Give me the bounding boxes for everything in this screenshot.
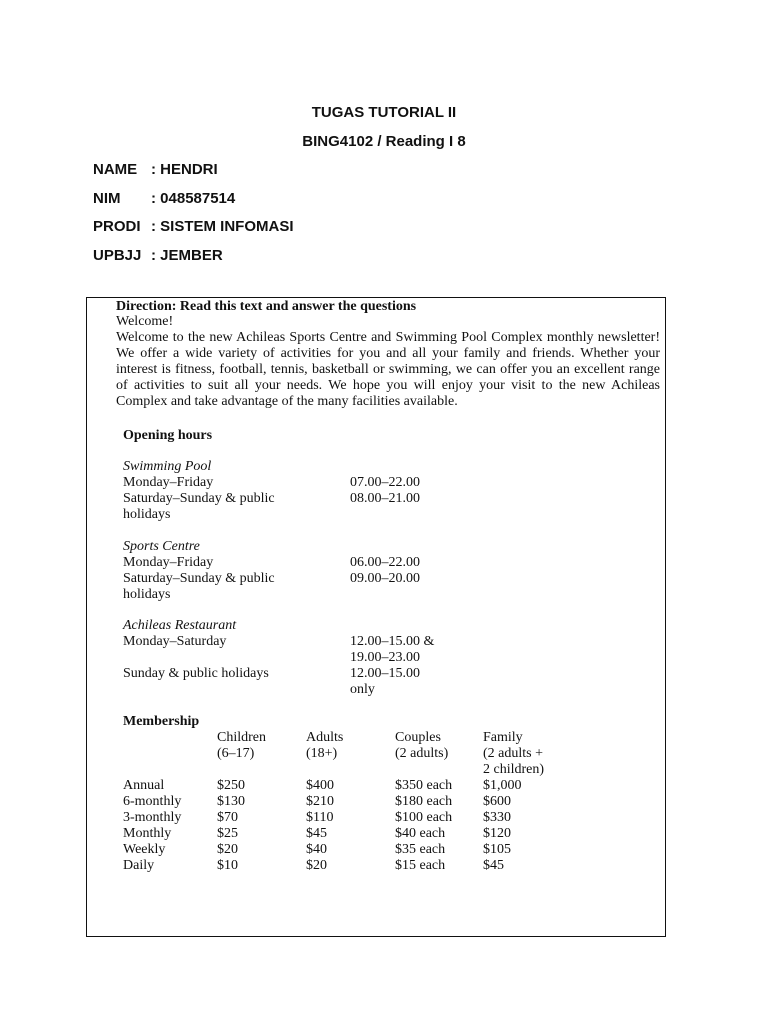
welcome-paragraph xyxy=(116,314,660,410)
row-period: 6-monthly xyxy=(123,794,182,809)
student-nim-row xyxy=(93,190,235,207)
row-cell: $350 each xyxy=(395,778,453,793)
row-cell: $15 each xyxy=(395,858,446,873)
column-header: (6–17) xyxy=(217,746,255,761)
row-cell: $40 xyxy=(306,842,327,857)
schedule-time: 06.00–22.00 xyxy=(350,555,420,570)
name-label: NAME xyxy=(93,161,138,178)
row-cell: $40 each xyxy=(395,826,446,841)
column-header: Family xyxy=(483,730,523,745)
row-period: 3-monthly xyxy=(123,810,182,825)
student-upbjj-row xyxy=(93,247,223,264)
intro-text: Welcome to the new Achileas Sports Centre and Swimming Pool Complex monthly newsletter! We offer a wide variety of activities for you and all your family and friends. Whether your interest is fitness, football, tennis, basketball or swimming, we can offer you an excellent range of activities to suit all your needs. We hope you will enjoy your visit to the new Achileas Complex and take advantage of the many facilities available. xyxy=(116,330,660,409)
row-cell: $1,000 xyxy=(483,778,522,793)
row-period: Weekly xyxy=(123,842,166,857)
row-cell: $105 xyxy=(483,842,511,857)
row-cell: $35 each xyxy=(395,842,446,857)
row-cell: $130 xyxy=(217,794,245,809)
row-cell: $70 xyxy=(217,810,238,825)
name-value: : HENDRI xyxy=(151,161,218,178)
schedule-time-cont: 19.00–23.00 xyxy=(350,650,420,665)
swimming-pool-heading: Swimming Pool xyxy=(123,459,212,474)
document-title: TUGAS TUTORIAL II xyxy=(311,104,457,121)
reading-passage-box xyxy=(86,297,666,937)
row-cell: $120 xyxy=(483,826,511,841)
row-cell: $600 xyxy=(483,794,511,809)
column-header: Adults xyxy=(306,730,344,745)
row-cell: $110 xyxy=(306,810,334,825)
schedule-time: 09.00–20.00 xyxy=(350,571,420,586)
column-header: 2 children) xyxy=(483,762,545,777)
row-cell: $330 xyxy=(483,810,511,825)
schedule-day: Monday–Friday xyxy=(123,475,214,490)
row-period: Monthly xyxy=(123,826,172,841)
schedule-day-cont: holidays xyxy=(123,507,171,522)
row-cell: $210 xyxy=(306,794,334,809)
membership-heading: Membership xyxy=(123,714,200,729)
prodi-value: : SISTEM INFOMASI xyxy=(151,218,294,235)
column-header: Children xyxy=(217,730,266,745)
course-code: BING4102 / Reading I 8 xyxy=(302,133,466,150)
row-cell: $20 xyxy=(217,842,238,857)
schedule-time: 12.00–15.00 & xyxy=(350,634,435,649)
column-header: (2 adults) xyxy=(395,746,449,761)
row-cell: $20 xyxy=(306,858,327,873)
row-period: Daily xyxy=(123,858,155,873)
prodi-label: PRODI xyxy=(93,218,141,235)
row-cell: $400 xyxy=(306,778,334,793)
student-name-row xyxy=(93,161,218,178)
welcome-text: Welcome! xyxy=(116,314,174,329)
schedule-time-cont: only xyxy=(350,682,375,697)
schedule-time: 12.00–15.00 xyxy=(350,666,420,681)
row-cell: $45 xyxy=(483,858,504,873)
student-prodi-row xyxy=(93,218,294,235)
schedule-day-cont: holidays xyxy=(123,587,171,602)
column-header: (18+) xyxy=(306,746,338,761)
upbjj-label: UPBJJ xyxy=(93,247,142,264)
schedule-time: 08.00–21.00 xyxy=(350,491,420,506)
column-header: (2 adults + xyxy=(483,746,543,761)
nim-value: : 048587514 xyxy=(151,190,236,207)
schedule-day: Monday–Friday xyxy=(123,555,214,570)
row-cell: $25 xyxy=(217,826,238,841)
row-cell: $45 xyxy=(306,826,327,841)
restaurant-heading: Achileas Restaurant xyxy=(123,618,237,633)
column-header: Couples xyxy=(395,730,441,745)
schedule-day: Monday–Saturday xyxy=(123,634,227,649)
schedule-day: Sunday & public holidays xyxy=(123,666,269,681)
schedule-day: Saturday–Sunday & public xyxy=(123,491,275,506)
schedule-time: 07.00–22.00 xyxy=(350,475,420,490)
row-period: Annual xyxy=(123,778,165,793)
row-cell: $250 xyxy=(217,778,245,793)
upbjj-value: : JEMBER xyxy=(151,247,223,264)
nim-label: NIM xyxy=(93,190,121,207)
row-cell: $180 each xyxy=(395,794,453,809)
row-cell: $10 xyxy=(217,858,238,873)
opening-hours-heading: Opening hours xyxy=(123,428,213,443)
sports-centre-heading: Sports Centre xyxy=(123,539,200,554)
direction-text: Direction: Read this text and answer the questions xyxy=(116,299,417,314)
schedule-day: Saturday–Sunday & public xyxy=(123,571,275,586)
row-cell: $100 each xyxy=(395,810,453,825)
